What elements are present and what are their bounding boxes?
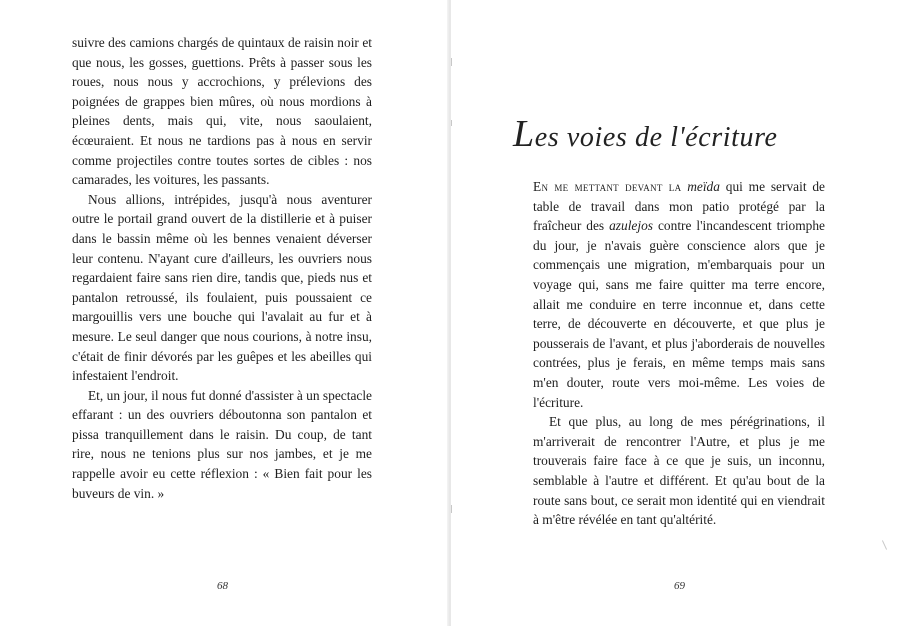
scan-mark [451, 120, 452, 126]
paragraph [533, 177, 825, 412]
scan-mark [451, 58, 452, 66]
paragraph-text: qui me servait de table de travail dans mon patio protégé par la fraîcheur des [533, 179, 825, 234]
chapter-title-rest: es voies de l'écriture [534, 122, 778, 153]
paragraph: Nous allions, intrépides, jusqu'à nous aventurer outre le portail grand ouvert de la distillerie et à puiser dans le bassin même où les bennes venaient déverser leur contenu. N'ayant cure d'ailleurs, les ouvriers nous regardaient faire sans rien dire, tandis que, pieds nus et pantalon retroussé, ils foulaient, puis poussaient ce margouillis vers une bouche qui l'avalait au fur et à mesure. Le seul danger que nous courions, à notre insu, c'était de finir dévorés par les guêpes et les abeilles qui infestaient l'endroit. [72, 191, 372, 384]
chapter-title-initial: L [513, 113, 535, 155]
italic-word-azulejos: azulejos [609, 218, 654, 234]
paragraph-text: contre l'incandescent triomphe du jour, je n'avais guère conscience alors que je commençais une migration, m'embarquais pour un voyage qui, sans me faire quitter ma terre encore, allait me conduire en terre inconnue et, dans cette terre, de découverte en découverte, et que plus je pousserais de l'avant, et plus j'aborderais de nouvelles contrées, plus je ferais, en même temps mais sans m'en douter, route vers moi-même. Les voies de l'écriture. [533, 218, 825, 410]
chapter-title [513, 112, 833, 156]
left-page [0, 0, 449, 626]
scan-mark [451, 505, 452, 513]
right-page-body [533, 177, 825, 530]
page-number: 68 [217, 580, 228, 592]
right-page [451, 0, 900, 626]
opening-small-caps: En me mettant devant la [533, 179, 682, 194]
page-number: 69 [674, 580, 685, 592]
paragraph: suivre des camions chargés de quintaux de raisin noir et que nous, les gosses, guettions. Prêts à passer sous les roues, nous nous y accrochions, y prélevions des poignées de grappes bien mûres, où nous mordions à pleines dents, mais qui, vite, nous saoulaient, écœuraient. Et nous ne tardions pas à nous en servir comme projectiles contre toutes sortes de cibles : nos camarades, les voitures, les passants. [72, 35, 372, 188]
italic-word-meida: meïda [687, 179, 720, 194]
paragraph: Et que plus, au long de mes pérégrinations, il m'arriverait de rencontrer l'Autre, et plus je me trouverais faire face à ce que je suis, un inconnu, semblable à l'autre et différent. Et qu'au bout de la route sans bout, ce serait mon identité qui en viendrait à m'être révélée en tant qu'altérité. [533, 414, 825, 528]
left-page-body [72, 33, 372, 503]
paragraph: Et, un jour, il nous fut donné d'assister à un spectacle effarant : un des ouvriers déboutonna son pantalon et pissa tranquillement dans le raisin. Du coup, de tant rire, nous ne tenions plus sur nos jambes, et je me rappelle avoir eu cette réflexion : « Bien fait pour les buveurs de vin. » [72, 387, 372, 501]
